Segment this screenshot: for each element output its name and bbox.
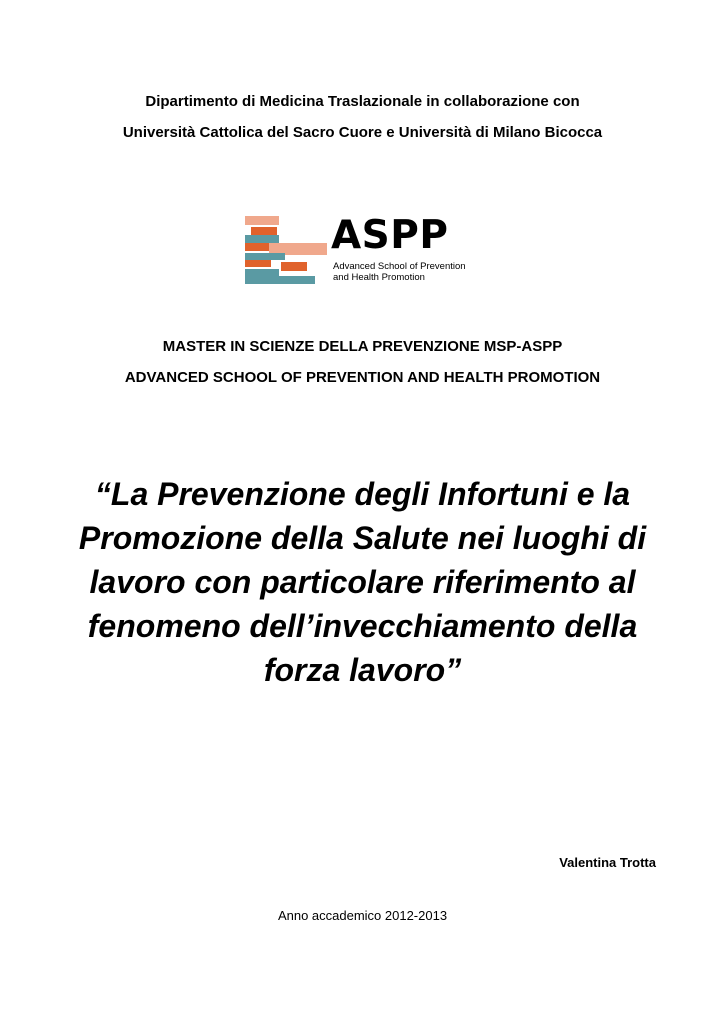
thesis-title-line: “La Prevenzione degli Infortuni e la [94,476,631,512]
thesis-title [0,472,725,692]
academic-year: Anno accademico 2012-2013 [277,908,448,923]
master-line-2: ADVANCED SCHOOL OF PREVENTION AND HEALTH PROMOTION [124,369,601,386]
author-name: Valentina Trotta [559,855,656,870]
aspp-logo [245,213,485,285]
department-line-2: Università Cattolica del Sacro Cuore e Università di Milano Bicocca [122,124,603,141]
thesis-title-line: Promozione della Salute nei luoghi di [78,520,647,556]
logo-wordmark: ASPP [331,213,449,258]
thesis-title-line: lavoro con particolare riferimento al [89,564,636,600]
master-line-1: MASTER IN SCIENZE DELLA PREVENZIONE MSP-ASPP [162,338,563,355]
logo-text [331,213,491,285]
thesis-title-line: forza lavoro” [263,652,462,688]
logo-bars-graphic [245,213,335,285]
thesis-title-line: fenomeno dell’invecchiamento della [87,608,638,644]
logo-subtitle-line-2: and Health Promotion [333,272,425,283]
logo-subtitle-line-1: Advanced School of Prevention [333,261,466,272]
department-line-1: Dipartimento di Medicina Traslazionale in collaborazione con [145,93,580,110]
